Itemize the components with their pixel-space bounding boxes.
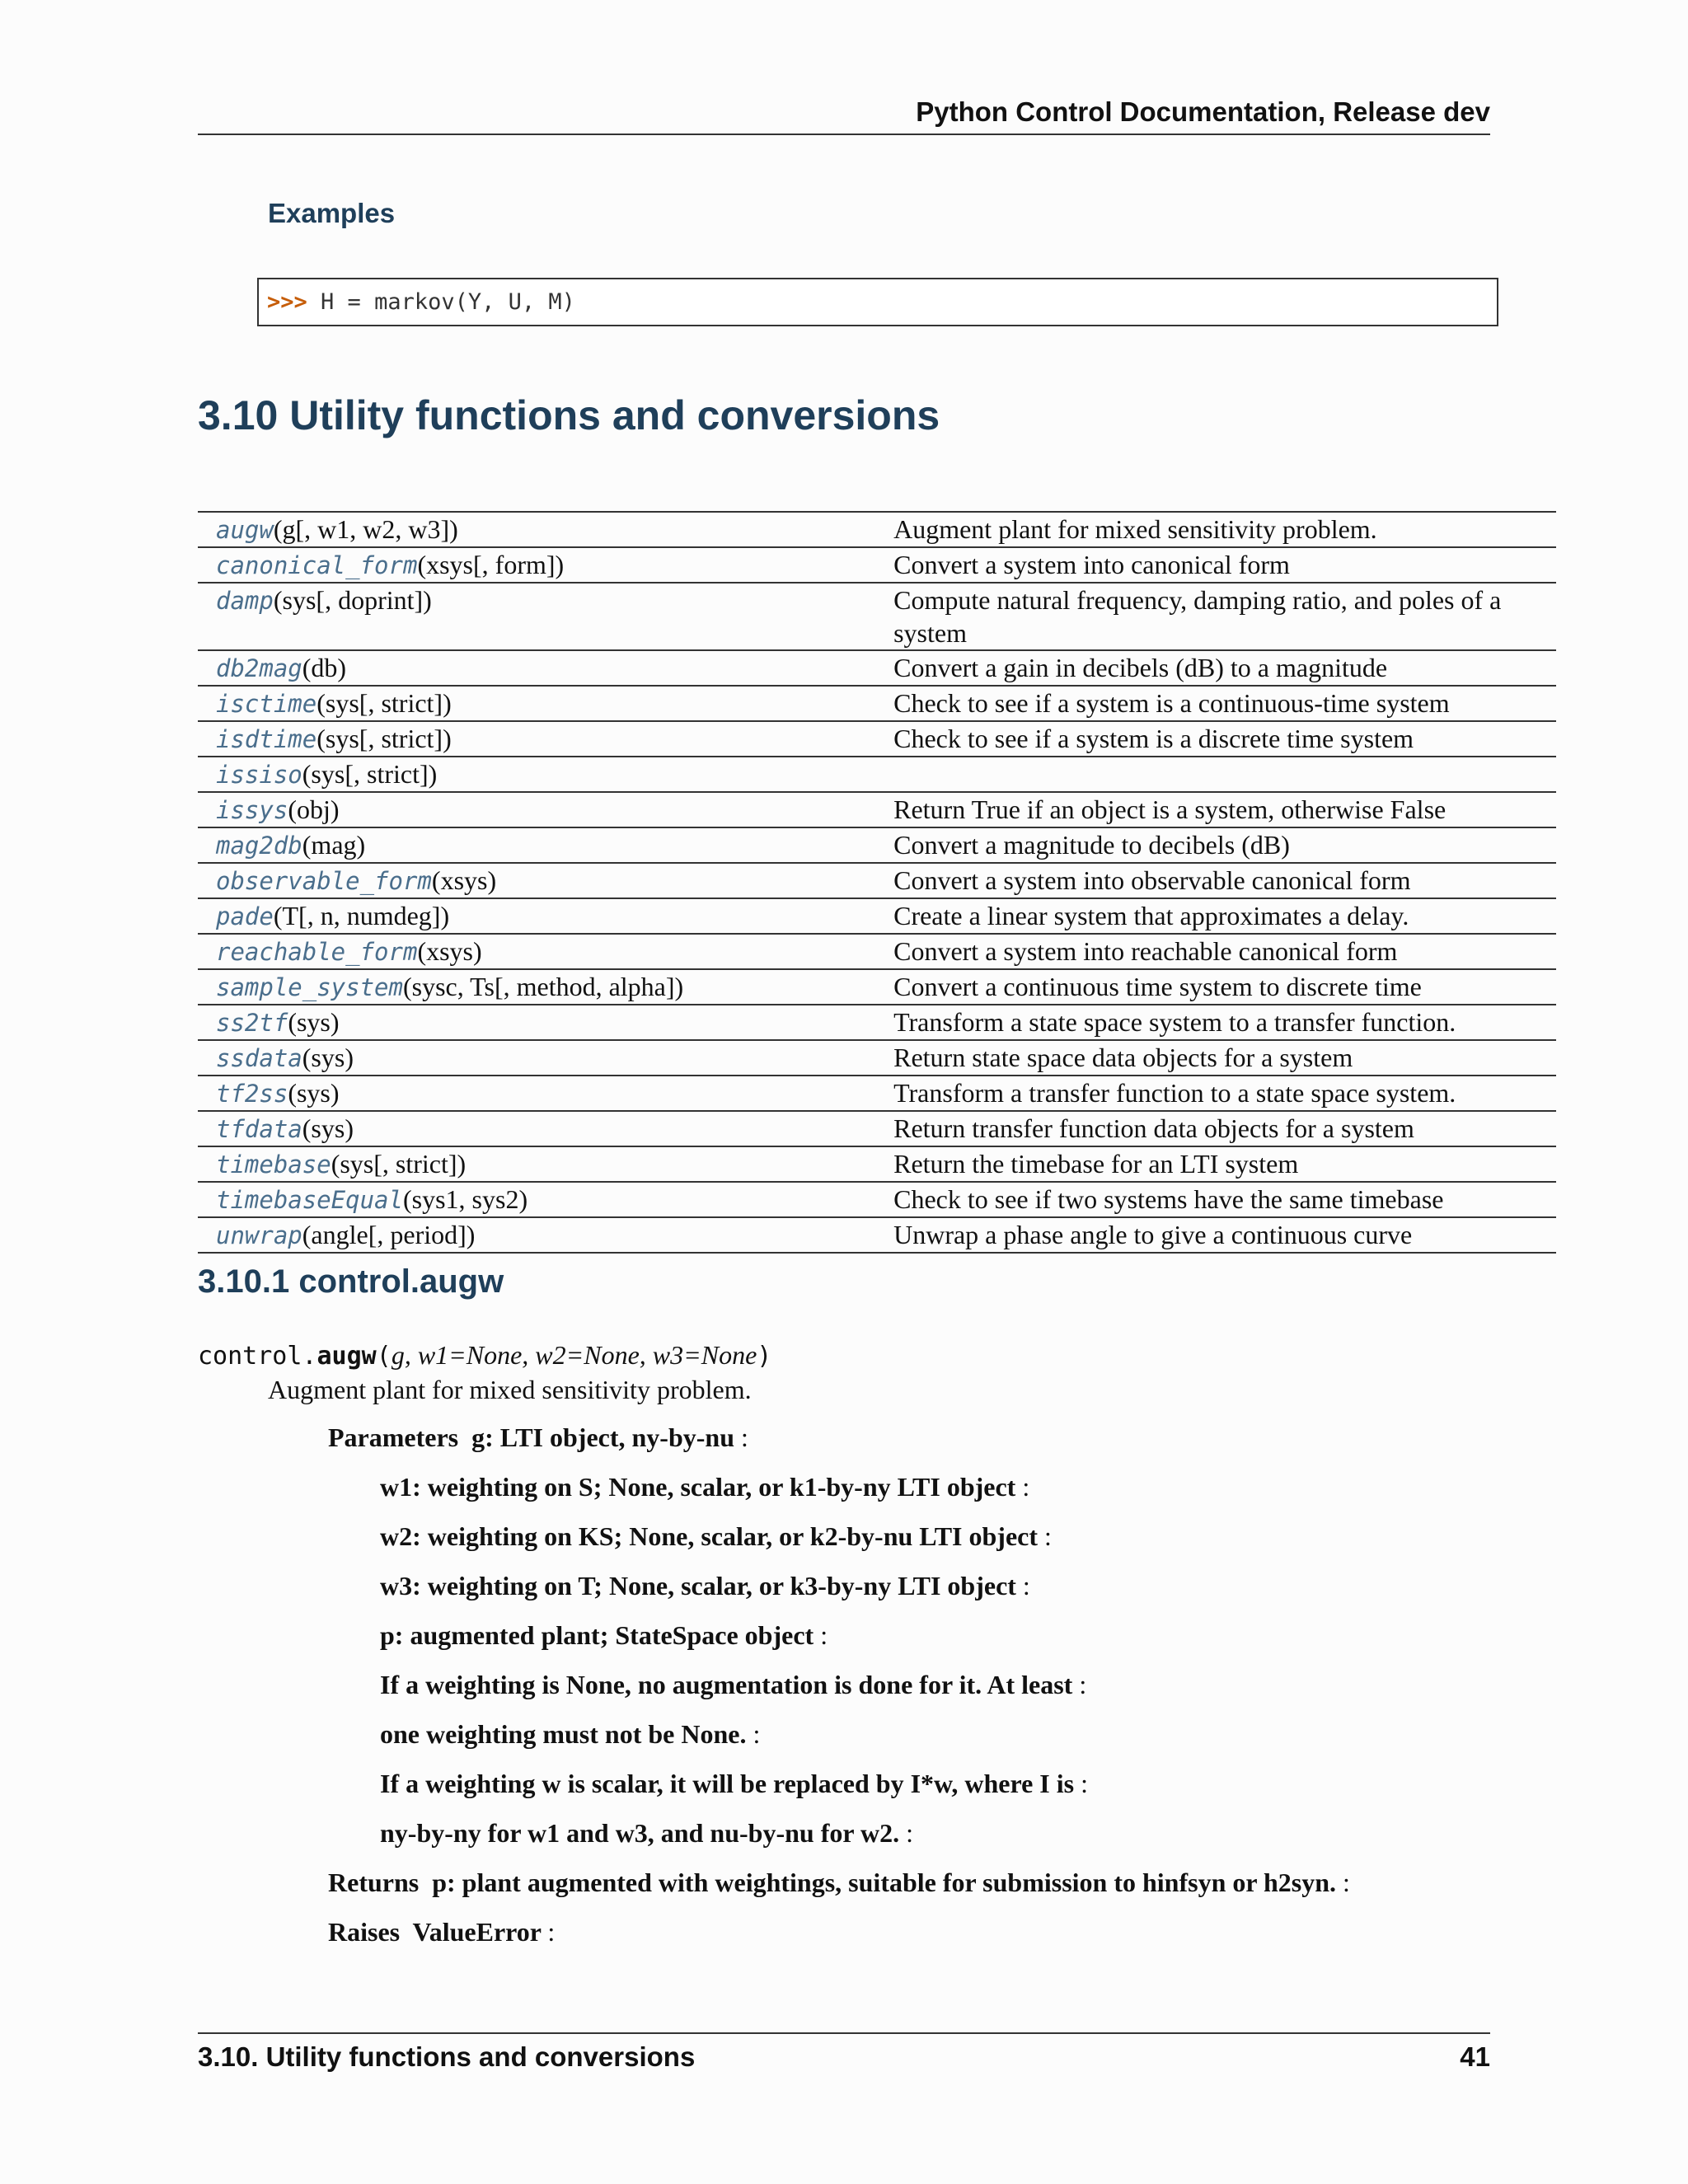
function-description: Return state space data objects for a system: [893, 1043, 1353, 1072]
note-text-2: one weighting must not be None.: [380, 1719, 747, 1749]
colon: :: [1044, 1521, 1052, 1551]
function-link[interactable]: observable_form: [216, 867, 432, 895]
returns-text: p: plant augmented with weightings, suitable for submission to hinfsyn or h2syn.: [432, 1868, 1337, 1897]
function-link[interactable]: db2mag: [216, 654, 302, 682]
param-w3: w3: weighting on T; None, scalar, or k3-by-ny LTI object: [380, 1571, 1016, 1601]
function-cell: [198, 1217, 893, 1253]
function-args: (sys): [302, 1113, 354, 1143]
function-args: (g[, w1, w2, w3]): [273, 514, 458, 544]
table-row: [198, 1111, 1556, 1146]
colon: :: [906, 1818, 913, 1848]
footer-section: 3.10. Utility functions and conversions: [198, 2041, 696, 2072]
function-link[interactable]: pade: [216, 902, 274, 930]
code-prompt: >>>: [267, 289, 307, 315]
colon: :: [820, 1620, 828, 1650]
function-description: Compute natural frequency, damping ratio, and poles of a system: [893, 585, 1502, 648]
function-link[interactable]: isdtime: [216, 725, 317, 753]
function-link[interactable]: timebaseEqual: [216, 1186, 403, 1214]
param-p: p: augmented plant; StateSpace object: [380, 1620, 814, 1650]
raises-field: [328, 1914, 555, 1950]
table-row: [198, 1076, 1556, 1111]
param-w2-row: [380, 1518, 1052, 1554]
running-footer: [198, 2032, 1490, 2077]
table-row: [198, 650, 1556, 686]
param-w3-row: [380, 1568, 1030, 1604]
function-args: (sys): [288, 1078, 340, 1108]
function-cell: [198, 583, 893, 650]
function-cell: [198, 898, 893, 934]
function-args: (sys): [288, 1007, 340, 1037]
function-description: Convert a continuous time system to discrete time: [893, 972, 1422, 1001]
function-cell: [198, 863, 893, 898]
function-cell: [198, 792, 893, 827]
function-cell: [198, 1005, 893, 1040]
function-link[interactable]: unwrap: [216, 1221, 302, 1249]
function-args: (sys[, strict]): [316, 724, 452, 753]
function-link[interactable]: issys: [216, 796, 288, 824]
function-link[interactable]: ss2tf: [216, 1009, 288, 1037]
raises-label: Raises: [328, 1917, 401, 1947]
function-link[interactable]: issiso: [216, 761, 302, 789]
param-g: g: LTI object, ny-by-nu: [471, 1422, 734, 1452]
function-cell: [198, 1182, 893, 1217]
function-description: Check to see if two systems have the same timebase: [893, 1184, 1444, 1214]
table-row: [198, 1040, 1556, 1076]
table-row: [198, 547, 1556, 583]
note-text-3: If a weighting w is scalar, it will be replaced by I*w, where I is: [380, 1769, 1075, 1798]
function-cell: [198, 827, 893, 863]
function-args: (xsys): [417, 936, 482, 966]
table-row: [198, 1146, 1556, 1182]
function-description: Convert a gain in decibels (dB) to a magnitude: [893, 653, 1388, 682]
raises-text: ValueError: [412, 1917, 542, 1947]
signature-open-paren: (: [376, 1342, 392, 1371]
function-args: (sys1, sys2): [402, 1184, 528, 1214]
function-args: (xsys[, form]): [417, 550, 565, 579]
function-description: Unwrap a phase angle to give a continuous curve: [893, 1220, 1413, 1249]
function-link[interactable]: tf2ss: [216, 1080, 288, 1108]
function-args: (sys[, strict]): [331, 1149, 467, 1179]
function-cell: [198, 686, 893, 721]
function-cell: [198, 547, 893, 583]
note-line-3: [380, 1765, 1088, 1802]
param-w1-row: [380, 1469, 1029, 1505]
function-link[interactable]: reachable_form: [216, 938, 418, 966]
function-description: Return the timebase for an LTI system: [893, 1149, 1299, 1179]
document-title: Python Control Documentation, Release dev: [916, 96, 1490, 127]
table-row: [198, 757, 1556, 792]
code-example[interactable]: [257, 278, 1498, 326]
function-link[interactable]: sample_system: [216, 973, 403, 1001]
function-link[interactable]: mag2db: [216, 832, 302, 860]
table-row: [198, 1005, 1556, 1040]
function-args: (sys[, doprint]): [273, 585, 432, 615]
function-link[interactable]: ssdata: [216, 1044, 302, 1072]
function-cell: [198, 512, 893, 547]
function-cell: [198, 1040, 893, 1076]
function-summary-table: [198, 511, 1556, 1254]
function-description: Augment plant for mixed sensitivity problem.: [893, 514, 1377, 544]
signature-close-paren: ): [757, 1342, 772, 1371]
function-description: Convert a magnitude to decibels (dB): [893, 830, 1290, 860]
signature-module: control.: [198, 1342, 317, 1371]
signature-function: augw: [316, 1342, 377, 1371]
function-args: (sys[, strict]): [316, 688, 452, 718]
function-cell: [198, 1146, 893, 1182]
parameters-field: [328, 1419, 748, 1455]
function-link[interactable]: augw: [216, 516, 274, 544]
function-description: Return True if an object is a system, otherwise False: [893, 794, 1447, 824]
subsection-title: 3.10.1 control.augw: [198, 1263, 504, 1300]
colon: :: [547, 1917, 556, 1947]
function-description: Convert a system into canonical form: [893, 550, 1290, 579]
table-row: [198, 512, 1556, 547]
table-row: [198, 721, 1556, 757]
function-description: Return transfer function data objects for a system: [893, 1113, 1414, 1143]
function-args: (xsys): [431, 865, 497, 895]
note-line-2: [380, 1716, 760, 1752]
param-w1: w1: weighting on S; None, scalar, or k1-by-ny LTI object: [380, 1472, 1016, 1502]
note-text-4: ny-by-ny for w1 and w3, and nu-by-nu for w2.: [380, 1818, 900, 1848]
function-signature: [198, 1337, 771, 1375]
colon: :: [1343, 1868, 1350, 1897]
function-cell: [198, 1076, 893, 1111]
section-title: 3.10 Utility functions and conversions: [198, 392, 940, 438]
function-description: [893, 757, 1556, 792]
table-row: [198, 898, 1556, 934]
function-description: Transform a state space system to a transfer function.: [893, 1007, 1456, 1037]
function-link[interactable]: canonical_form: [216, 551, 418, 579]
running-header: [198, 92, 1490, 135]
colon: :: [1022, 1571, 1030, 1601]
table-row: [198, 863, 1556, 898]
function-args: (T[, n, numdeg]): [273, 901, 450, 930]
param-p-row: [380, 1617, 828, 1653]
signature-params: g, w1=None, w2=None, w3=None: [391, 1340, 757, 1370]
colon: :: [1022, 1472, 1030, 1502]
function-description: Check to see if a system is a discrete time system: [893, 724, 1414, 753]
function-cell: [198, 650, 893, 686]
function-args: (sysc, Ts[, method, alpha]): [402, 972, 684, 1001]
returns-label: Returns: [328, 1868, 420, 1897]
table-row: [198, 827, 1556, 863]
colon: :: [741, 1422, 748, 1452]
function-args: (sys[, strict]): [302, 759, 438, 789]
function-description: Convert a system into reachable canonical form: [893, 936, 1398, 966]
function-cell: [198, 757, 893, 792]
function-cell: [198, 969, 893, 1005]
function-description: Transform a transfer function to a state space system.: [893, 1078, 1456, 1108]
returns-field: [328, 1864, 1350, 1900]
examples-heading: Examples: [268, 198, 396, 228]
function-link[interactable]: damp: [216, 587, 274, 615]
note-line-1: [380, 1666, 1086, 1703]
note-text-1: If a weighting is None, no augmentation is done for it. At least: [380, 1670, 1073, 1699]
function-summary: Augment plant for mixed sensitivity problem.: [268, 1375, 752, 1404]
parameters-label: Parameters: [328, 1422, 459, 1452]
function-args: (sys): [302, 1043, 354, 1072]
function-description: Check to see if a system is a continuous-time system: [893, 688, 1450, 718]
function-link[interactable]: tfdata: [216, 1115, 302, 1143]
colon: :: [1079, 1670, 1087, 1699]
table-row: [198, 686, 1556, 721]
note-line-4: [380, 1815, 913, 1851]
table-row: [198, 1182, 1556, 1217]
function-link[interactable]: timebase: [216, 1151, 331, 1179]
function-args: (mag): [302, 830, 366, 860]
function-description: Create a linear system that approximates a delay.: [893, 901, 1409, 930]
colon: :: [1081, 1769, 1088, 1798]
colon: :: [753, 1719, 761, 1749]
function-cell: [198, 934, 893, 969]
page-number: 41: [1460, 2041, 1490, 2072]
code-line: H = markov(Y, U, M): [321, 289, 575, 315]
function-cell: [198, 721, 893, 757]
table-row: [198, 969, 1556, 1005]
table-row: [198, 792, 1556, 827]
function-link[interactable]: isctime: [216, 690, 317, 718]
function-args: (angle[, period]): [302, 1220, 476, 1249]
function-args: (db): [302, 653, 347, 682]
function-description: Convert a system into observable canonical form: [893, 865, 1411, 895]
function-cell: [198, 1111, 893, 1146]
table-row: [198, 583, 1556, 650]
param-w2: w2: weighting on KS; None, scalar, or k2-by-nu LTI object: [380, 1521, 1039, 1551]
table-row: [198, 934, 1556, 969]
function-args: (obj): [288, 794, 340, 824]
table-row: [198, 1217, 1556, 1253]
